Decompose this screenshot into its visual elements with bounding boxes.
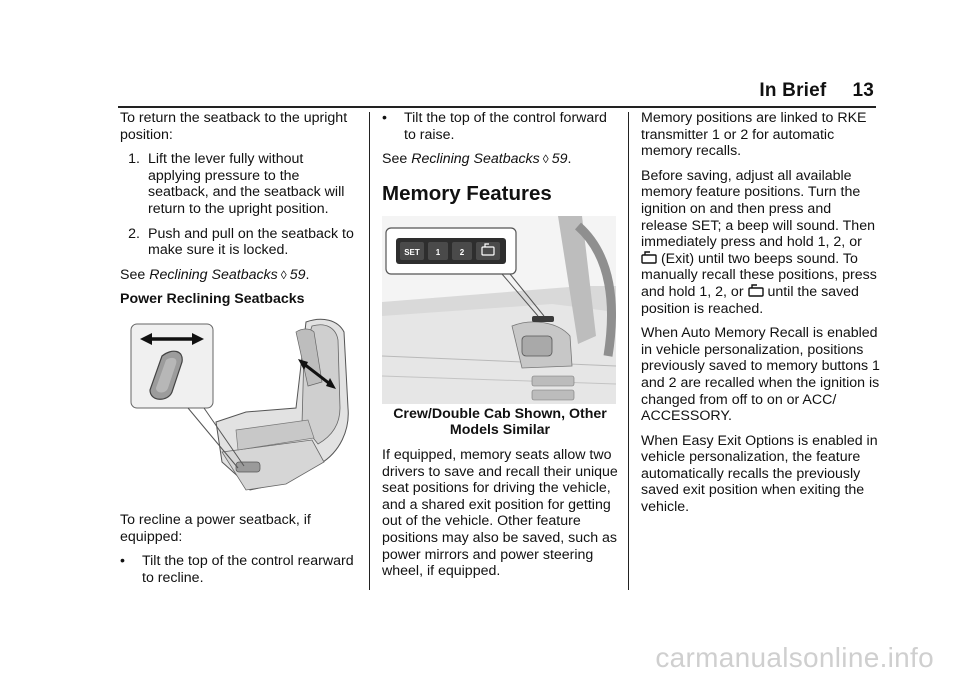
- column-2: [382, 110, 618, 588]
- rke-paragraph: Memory positions are linked to RKE transmitter 1 or 2 for automatic memory recalls.: [641, 110, 867, 160]
- exit-icon: [748, 284, 764, 297]
- saving-paragraph: [641, 168, 881, 317]
- upright-intro: To return the seatback to the upright position:: [120, 110, 348, 143]
- set-button-label: SET: [404, 247, 420, 257]
- page-ref-number[interactable]: 59: [551, 151, 568, 168]
- easy-exit-paragraph: When Easy Exit Options is enabled in vehicle personalization, the feature automatically recalls the previously saved exit position when exiting the vehicle.: [641, 432, 878, 516]
- see-suffix: .: [567, 151, 572, 168]
- power-seat-illustration: [126, 312, 356, 500]
- page-ref-icon: ◊: [280, 267, 287, 282]
- page-header: [759, 80, 874, 102]
- bullet-text: Tilt the top of the control forward to raise.: [404, 110, 607, 143]
- power-reclining-subheading: Power Reclining Seatbacks: [120, 291, 305, 308]
- page-number: 13: [852, 80, 874, 101]
- figure-caption: Crew/Double Cab Shown, Other Models Similar: [393, 405, 607, 439]
- page-ref-icon: ◊: [542, 152, 549, 167]
- step-text: Lift the lever fully without applying pressure to the seatback, and the seatback will return to the upright position.: [148, 151, 345, 217]
- column-divider-1: [369, 112, 370, 590]
- exit-icon: [641, 251, 657, 264]
- section-title: In Brief: [759, 80, 827, 101]
- list-item: [120, 226, 360, 259]
- column-1-lower: [120, 512, 360, 594]
- column-divider-2: [628, 112, 629, 590]
- list-item: [120, 151, 360, 217]
- see-suffix: .: [305, 266, 310, 283]
- column-3: [641, 110, 881, 524]
- auto-memory-recall-paragraph: When Auto Memory Recall is enabled in vehicle personalization, positions previously saved to memory buttons 1 and 2 are recalled when the ignition is changed from off to on or ACC/ ACCESSORY.: [641, 325, 880, 425]
- list-item: [120, 553, 360, 586]
- saving-text-a: Before saving, adjust all available memory feature positions. Turn the ignition on and then press and release SET; a beep will sound. Then immediately press and hold 1, 2, or: [641, 167, 875, 251]
- bullet-mark: •: [382, 110, 387, 126]
- reclining-seatbacks-link[interactable]: Reclining Seatbacks: [411, 151, 540, 168]
- header-rule: [118, 106, 876, 108]
- see-reference: [120, 267, 360, 284]
- bullet-text: Tilt the top of the control rearward to recline.: [142, 553, 354, 586]
- step-number: 2.: [128, 225, 140, 242]
- reclining-seatbacks-link[interactable]: Reclining Seatbacks: [149, 266, 278, 283]
- step-text: Push and pull on the seatback to make sure it is locked.: [148, 225, 354, 259]
- memory-1-button-label: 1: [435, 247, 441, 257]
- saving-text-c: until the saved position is reached.: [641, 283, 859, 317]
- column-1: [120, 110, 360, 316]
- bullet-mark: •: [120, 553, 125, 570]
- saving-text-b: (Exit) until two beeps sound. To manually recall these positions, press and hold 1, 2, or: [641, 250, 877, 300]
- upright-steps: [120, 151, 360, 259]
- page-ref-number[interactable]: 59: [289, 266, 306, 283]
- memory-seats-paragraph: If equipped, memory seats allow two drivers to save and recall their unique seat positions for driving the vehicle, and a shared exit position for getting out of the vehicle. Other feature positions may also be saved, such as power mirrors and power steering wheel, if equipped.: [382, 446, 618, 580]
- list-item: [382, 110, 618, 143]
- see-reference: [382, 151, 618, 168]
- see-prefix: See: [382, 151, 408, 168]
- door-memory-buttons-illustration: [382, 216, 616, 404]
- step-number: 1.: [128, 151, 140, 168]
- see-prefix: See: [120, 266, 146, 283]
- memory-2-button-label: 2: [459, 247, 465, 257]
- memory-features-heading: Memory Features: [382, 181, 552, 205]
- recline-text: To recline a power seatback, if equipped:: [120, 512, 311, 545]
- watermark: carmanualsonline.info: [655, 642, 934, 673]
